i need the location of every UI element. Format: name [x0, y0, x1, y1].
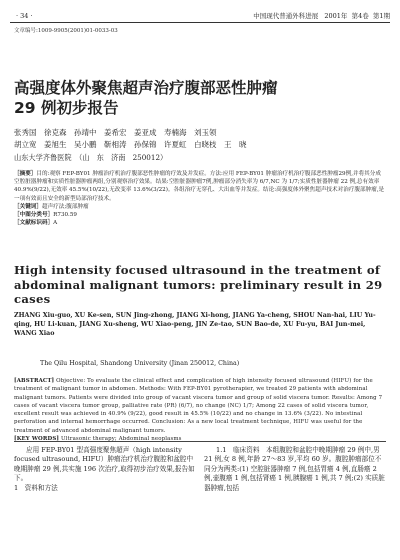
page-number: · 34 · — [16, 12, 33, 20]
body-column-right — [204, 446, 386, 493]
english-title — [14, 263, 388, 307]
english-keywords-text: Ultrasonic therapy; Abdominal neoplasms — [60, 436, 182, 443]
english-title-line-2: abdominal malignant tumors: preliminary result in 29 — [14, 277, 383, 292]
english-title-line-1: High intensity focused ultrasound in the treatment of — [14, 263, 381, 277]
chinese-title-line-2: 29 例初步报告 — [14, 99, 119, 117]
clc-number — [14, 211, 386, 219]
english-keywords — [14, 435, 388, 443]
chinese-title-line-1: 高强度体外聚焦超声治疗腹部恶性肿瘤 — [14, 79, 278, 97]
english-abstract-label: [ABSTRACT] — [14, 378, 55, 384]
english-abstract — [14, 377, 388, 443]
document-code-value: A — [53, 220, 58, 227]
english-abstract-body — [14, 377, 388, 435]
chinese-title — [14, 78, 384, 118]
header-rule — [10, 22, 390, 23]
journal-info — [253, 10, 390, 22]
chinese-keywords-label: ［关键词］ — [14, 203, 42, 210]
journal-volume: 第4卷 — [351, 12, 369, 20]
chinese-keywords — [14, 203, 386, 211]
chinese-authors-line-2: 胡立宽 姜旭生 吴小鹏 靳相涛 孙保锦 许夏虹 白晓枝 王 晓 — [14, 140, 247, 149]
clc-label: ［中图分类号］ — [14, 212, 54, 219]
chinese-abstract-text: 目的:观察 FEP-BY01 肿瘤治疗机治疗腹部恶性肿瘤的疗效及并发症。方法:应用 FEP-BY01 肿瘤治疗机治疗腹部恶性肿瘤29例,并将其分成空腔脏器肿瘤和实质性脏器肿瘤两组,分别观察治疗效果。结果:空腔脏器肿瘤7例,肿瘤部分消失率为 6/7,NC 为 1/7;实质性脏器肿瘤 22 例,总有效率 40.9%(9/22),无效率 45.5%(10/22),无改变率 13.6%(3/22)。各组治疗无穿孔、大出血等并发症。结论:高强度体外聚焦超声技术对治疗腹部肿瘤,是一项有效而且安全的新型局部治疗技术。 — [14, 171, 385, 202]
chinese-abstract-body — [14, 170, 386, 203]
chinese-abstract-label: ［摘要］ — [14, 171, 37, 177]
journal-year: 2001年 — [324, 12, 348, 20]
document-code — [14, 219, 386, 227]
body-column-left — [14, 446, 196, 493]
journal-issue: 第1期 — [372, 12, 390, 20]
running-head — [10, 10, 390, 22]
english-keywords-label: [KEY WORDS] — [14, 436, 60, 443]
article-number: 文章编号:1009-9905(2001)01-0033-03 — [14, 28, 118, 34]
section-heading: 1 资料和方法 — [14, 483, 58, 492]
intro-paragraph: 应用 FEP-BY01 型高强度聚焦超声（high intensity focused ultrasound, HIFU）肿瘤治疗机治疗腹腔和盆腔中晚期肿瘤 29 例,共实施 196 次治疗,取得初步治疗效果,报告如下。 — [14, 446, 195, 483]
clinical-data-paragraph: 1.1 临床资料 本组腹腔和盆腔中晚期肿瘤 29 例中,男 21 例,女 8 例,年龄 27～83 岁,平均 60 岁。腹腔肿瘤部位不同分为两类:(1) 空腔脏器肿瘤 7 例,包括胃癌 4 例,直肠癌 2 例,壶腹癌 1 例,包括肾癌 1 例,胰腺癌 1 例,共 7 例;(2) 实质脏器肿瘤,包括 — [204, 446, 385, 492]
english-authors: ZHANG Xiu-guo, XU Ke-sen, SUN Jing-zhong, JIANG Xi-hong, JIANG Ya-cheng, SHOU Nan-hai, LIU Yu-qing, HU Li-kuan, JIANG Xu-sheng, WU Xiao-peng, JIN Ze-tao, SUN Bao-de, XU Fu-yu, BAI Jun-mei, WANG Xiao — [14, 312, 376, 338]
document-code-label: ［文献标识码］ — [14, 220, 54, 227]
clc-value: R730.59 — [53, 212, 77, 219]
chinese-affiliation: 山东大学齐鲁医院 （山 东 济南 250012） — [14, 153, 168, 162]
chinese-authors — [14, 127, 384, 151]
english-title-line-3: cases — [14, 292, 51, 306]
chinese-keywords-text: 超声疗法;腹部肿瘤 — [41, 203, 89, 210]
chinese-authors-line-1: 张秀国 徐克森 孙靖中 姜希宏 姜亚成 寿楠海 刘玉领 — [14, 128, 217, 137]
section-rule — [14, 441, 386, 442]
journal-name: 中国现代普通外科进展 — [253, 12, 319, 20]
english-affiliation: The Qilu Hospital, Shandong University (Jinan 250012, China) — [40, 360, 240, 367]
chinese-abstract — [14, 170, 386, 227]
english-abstract-text: Objective: To evaluate the clinical effect and complication of high intensity focused ultrasound (HIFU) for the treatment of malignant tumor in abdomen. Methods: With FEP-BY01 pyrotherapier, we treated 29 patients with abdominal malignant tumors. Patients were divided into group of vacant viscera tumor and group of solid viscera tumor. Results: Among 7 cases of vacant viscera tumor group, palliative rate (PR) (6/7), no change (NC) 1/7; Among 22 cases of solid viscera tumor, excellent result was achieved in 40.9% (9/22), good result in 45.5% (10/22) and no change in 13.6% (3/22). No intestinal perforation and internal hemorrhage occurred. Conclusion: As a new local treatment technique, HIFU was useful for the treatment of advanced abdominal malignant tumors. — [14, 378, 383, 434]
